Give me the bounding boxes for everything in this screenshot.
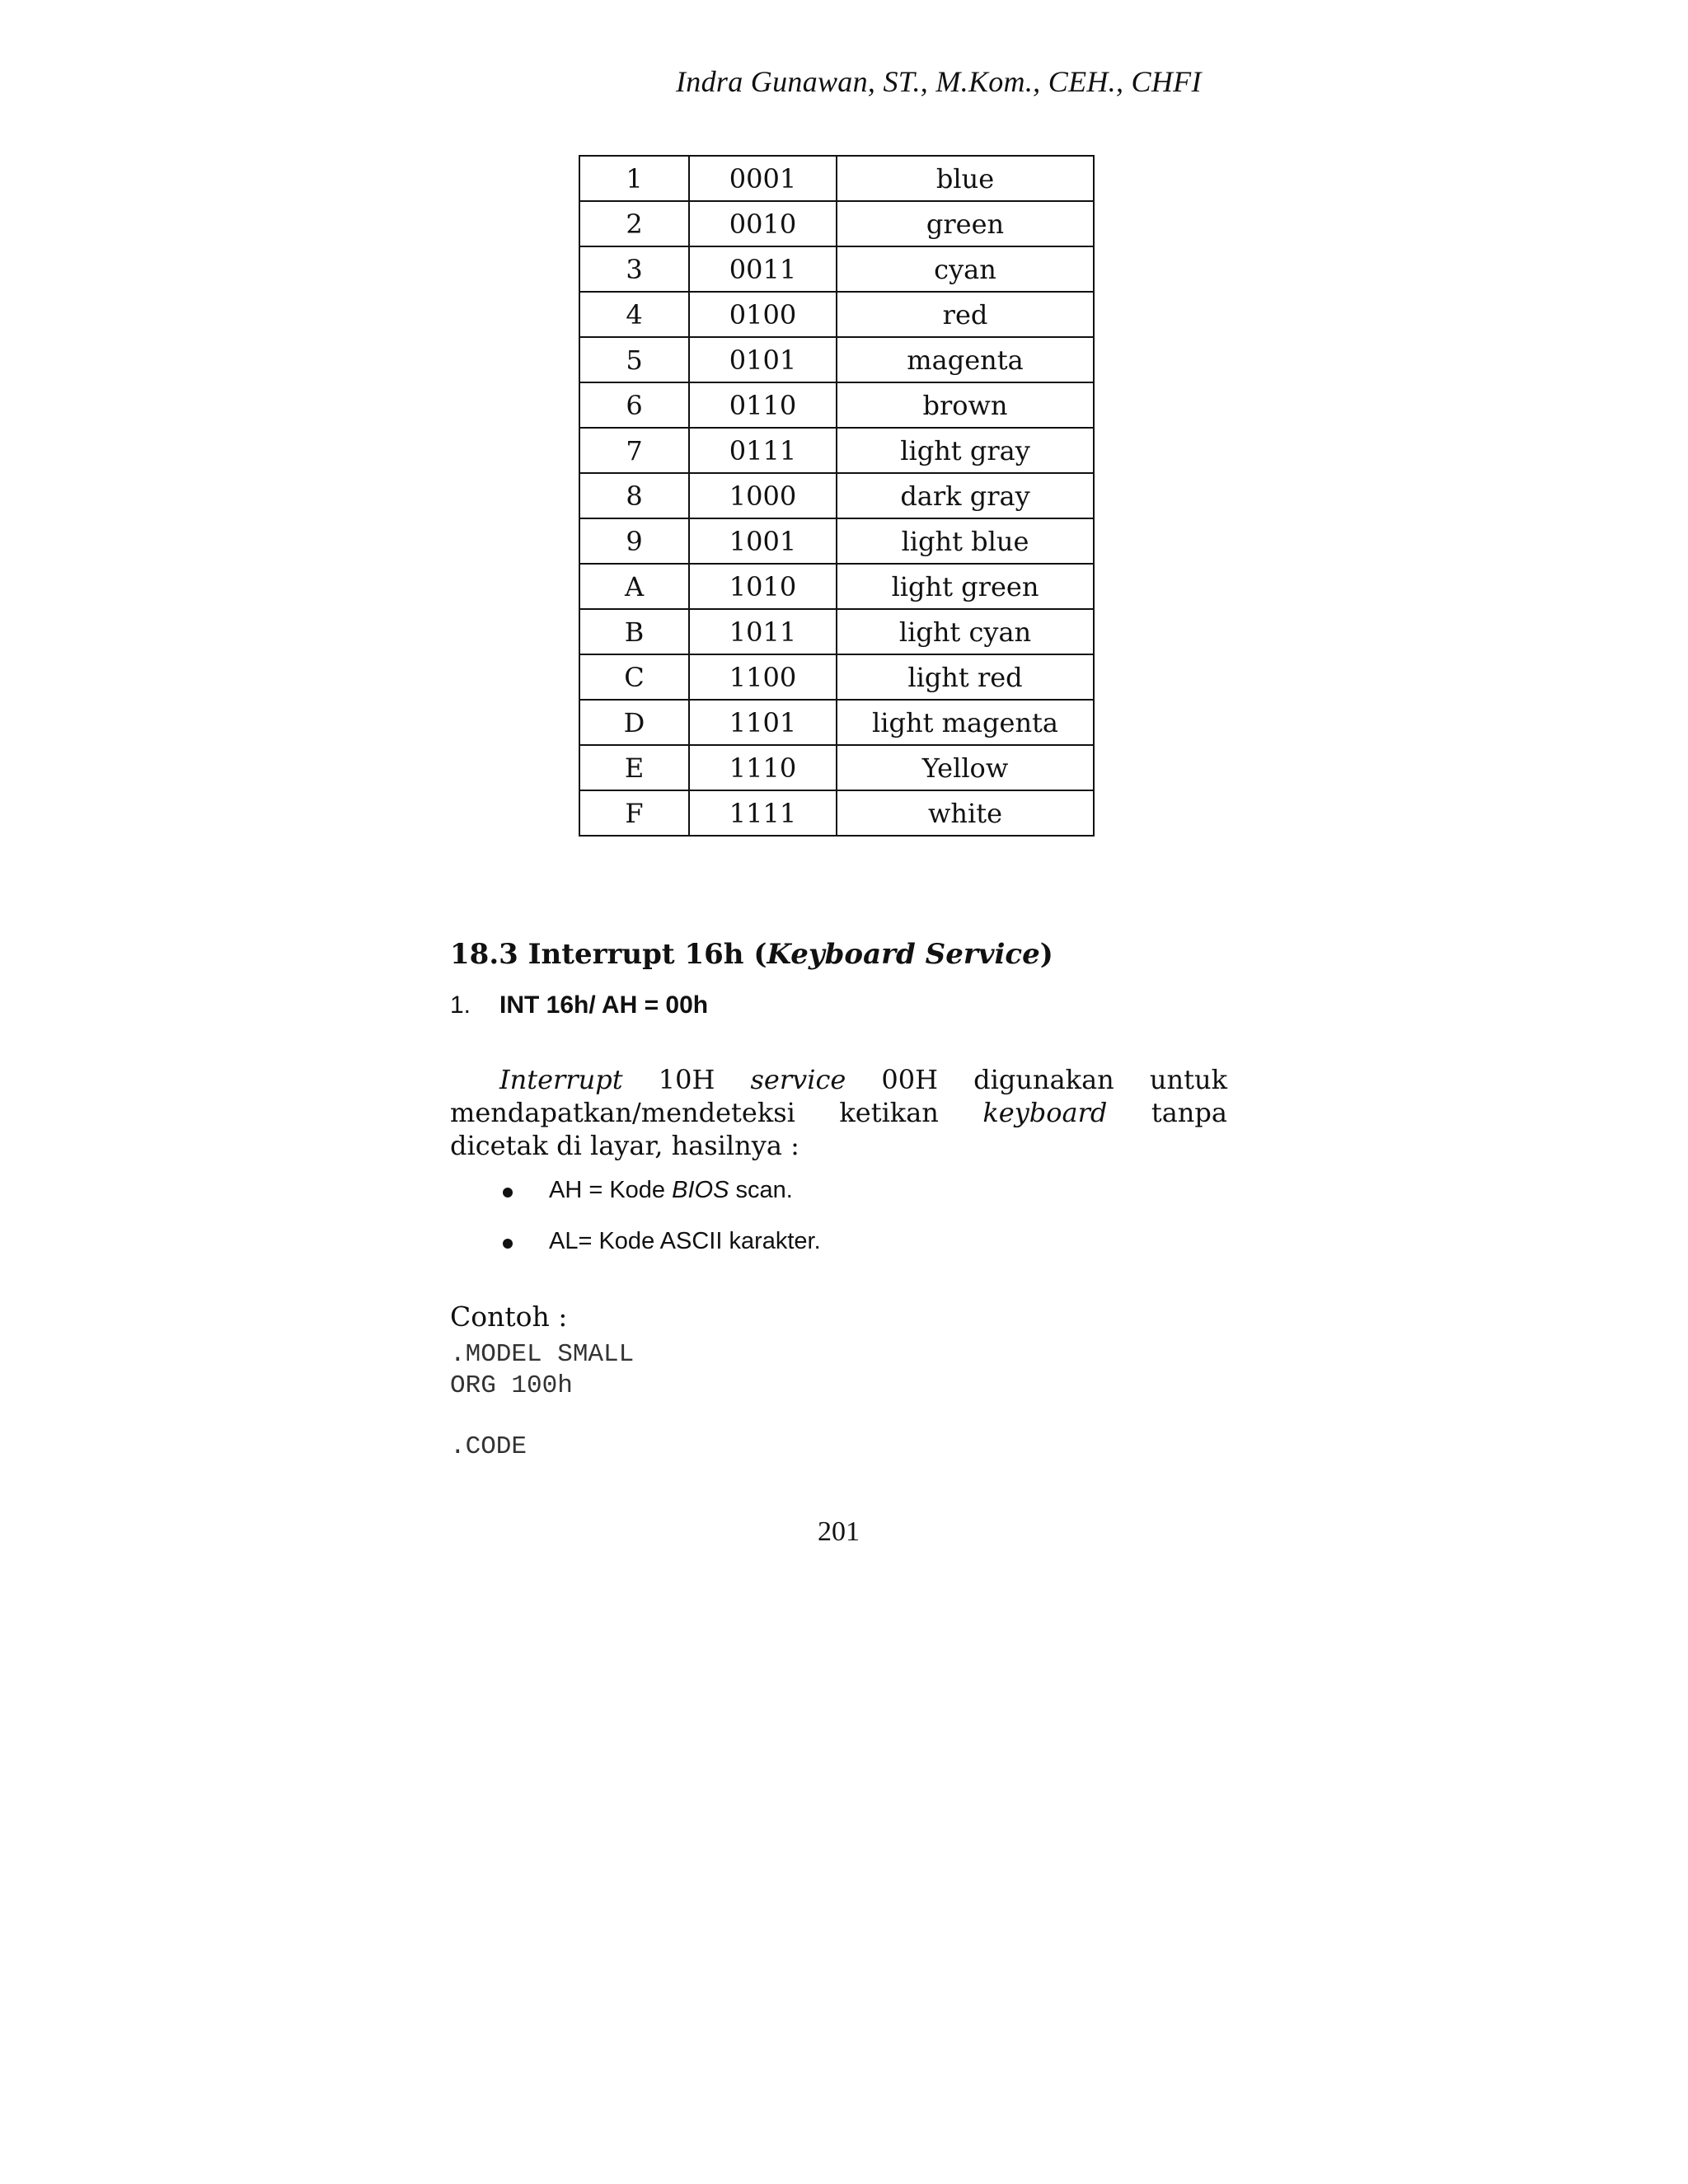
cell-color-name: magenta — [837, 337, 1094, 382]
cell-binary: 1011 — [689, 609, 837, 654]
cell-binary: 1000 — [689, 473, 837, 518]
cell-color-name: light magenta — [837, 700, 1094, 745]
page-number: 201 — [818, 1516, 860, 1547]
cell-color-name: light blue — [837, 518, 1094, 564]
bullet-text — [549, 1177, 793, 1204]
example-label: Contoh : — [450, 1301, 568, 1333]
cell-binary: 1101 — [689, 700, 837, 745]
paragraph-line-3: dicetak di layar, hasilnya : — [450, 1130, 799, 1161]
cell-binary: 0110 — [689, 382, 837, 428]
table-row — [579, 201, 1094, 246]
cell-color-name: red — [837, 292, 1094, 337]
cell-binary: 1110 — [689, 745, 837, 790]
cell-code: 4 — [579, 292, 689, 337]
table-row — [579, 156, 1094, 201]
cell-binary: 0111 — [689, 428, 837, 473]
cell-binary: 1111 — [689, 790, 837, 836]
table-row — [579, 382, 1094, 428]
table-row — [579, 700, 1094, 745]
numbered-item-number: 1. — [450, 991, 471, 1019]
section-heading-italic: Keyboard Service — [767, 938, 1040, 971]
cell-code: E — [579, 745, 689, 790]
cell-code: F — [579, 790, 689, 836]
paragraph-line-2 — [450, 1096, 1227, 1129]
running-header-author: Indra Gunawan, ST., M.Kom., CEH., CHFI — [676, 65, 1202, 98]
table-row — [579, 292, 1094, 337]
paragraph-word: Interrupt — [499, 1064, 623, 1095]
paragraph-word: tanpa — [1151, 1097, 1227, 1128]
paragraph-word: digunakan — [973, 1064, 1114, 1095]
code-line: .MODEL SMALL — [450, 1340, 635, 1369]
bullet-text-suffix: scan. — [729, 1177, 793, 1203]
paragraph-line-1 — [450, 1063, 1227, 1096]
cell-code: 3 — [579, 246, 689, 292]
cell-color-name: light gray — [837, 428, 1094, 473]
bullet-text: AL= Kode ASCII karakter. — [549, 1228, 821, 1254]
cell-color-name: Yellow — [837, 745, 1094, 790]
section-heading-suffix: ) — [1039, 938, 1053, 971]
cell-binary: 1100 — [689, 654, 837, 700]
code-line: .CODE — [450, 1432, 528, 1461]
table-row — [579, 428, 1094, 473]
bullet-dot-icon — [503, 1188, 513, 1197]
table-row — [579, 337, 1094, 382]
paragraph-word: service — [750, 1064, 846, 1095]
cell-code: B — [579, 609, 689, 654]
cell-code: 2 — [579, 201, 689, 246]
table-row — [579, 790, 1094, 836]
cell-code: 7 — [579, 428, 689, 473]
cell-color-name: light cyan — [837, 609, 1094, 654]
numbered-item-text: INT 16h/ AH = 00h — [499, 991, 709, 1019]
cell-binary: 1001 — [689, 518, 837, 564]
cell-code: 9 — [579, 518, 689, 564]
cell-color-name: brown — [837, 382, 1094, 428]
paragraph-word: mendapatkan/mendeteksi — [450, 1097, 795, 1128]
cell-color-name: white — [837, 790, 1094, 836]
cell-code: 6 — [579, 382, 689, 428]
table-row — [579, 564, 1094, 609]
cell-binary: 0001 — [689, 156, 837, 201]
cell-binary: 0010 — [689, 201, 837, 246]
paragraph-word: 00H — [881, 1064, 939, 1095]
cell-color-name: light red — [837, 654, 1094, 700]
table-row — [579, 654, 1094, 700]
description-paragraph — [450, 1063, 1227, 1162]
cell-color-name: light green — [837, 564, 1094, 609]
section-heading-prefix: 18.3 Interrupt 16h ( — [450, 938, 767, 971]
cell-color-name: dark gray — [837, 473, 1094, 518]
section-heading — [450, 938, 1053, 971]
color-attribute-table — [579, 155, 1095, 837]
cell-binary: 0100 — [689, 292, 837, 337]
cell-code: D — [579, 700, 689, 745]
cell-code: 5 — [579, 337, 689, 382]
cell-binary: 0101 — [689, 337, 837, 382]
table-row — [579, 473, 1094, 518]
bullet-text-prefix: AH = Kode — [549, 1177, 673, 1203]
table-row — [579, 609, 1094, 654]
cell-binary: 1010 — [689, 564, 837, 609]
code-line: ORG 100h — [450, 1371, 573, 1400]
cell-binary: 0011 — [689, 246, 837, 292]
numbered-item — [450, 991, 708, 1019]
cell-code: 1 — [579, 156, 689, 201]
cell-code: A — [579, 564, 689, 609]
cell-code: 8 — [579, 473, 689, 518]
cell-color-name: green — [837, 201, 1094, 246]
paragraph-word: keyboard — [982, 1097, 1108, 1128]
paragraph-word: 10H — [658, 1064, 715, 1095]
paragraph-word: ketikan — [839, 1097, 939, 1128]
table-row — [579, 745, 1094, 790]
bullet-dot-icon — [503, 1239, 513, 1249]
paragraph-word: untuk — [1149, 1064, 1227, 1095]
bullet-text-italic: BIOS — [672, 1177, 729, 1203]
color-table-body — [579, 156, 1094, 836]
table-row — [579, 246, 1094, 292]
cell-code: C — [579, 654, 689, 700]
table-row — [579, 518, 1094, 564]
cell-color-name: cyan — [837, 246, 1094, 292]
cell-color-name: blue — [837, 156, 1094, 201]
